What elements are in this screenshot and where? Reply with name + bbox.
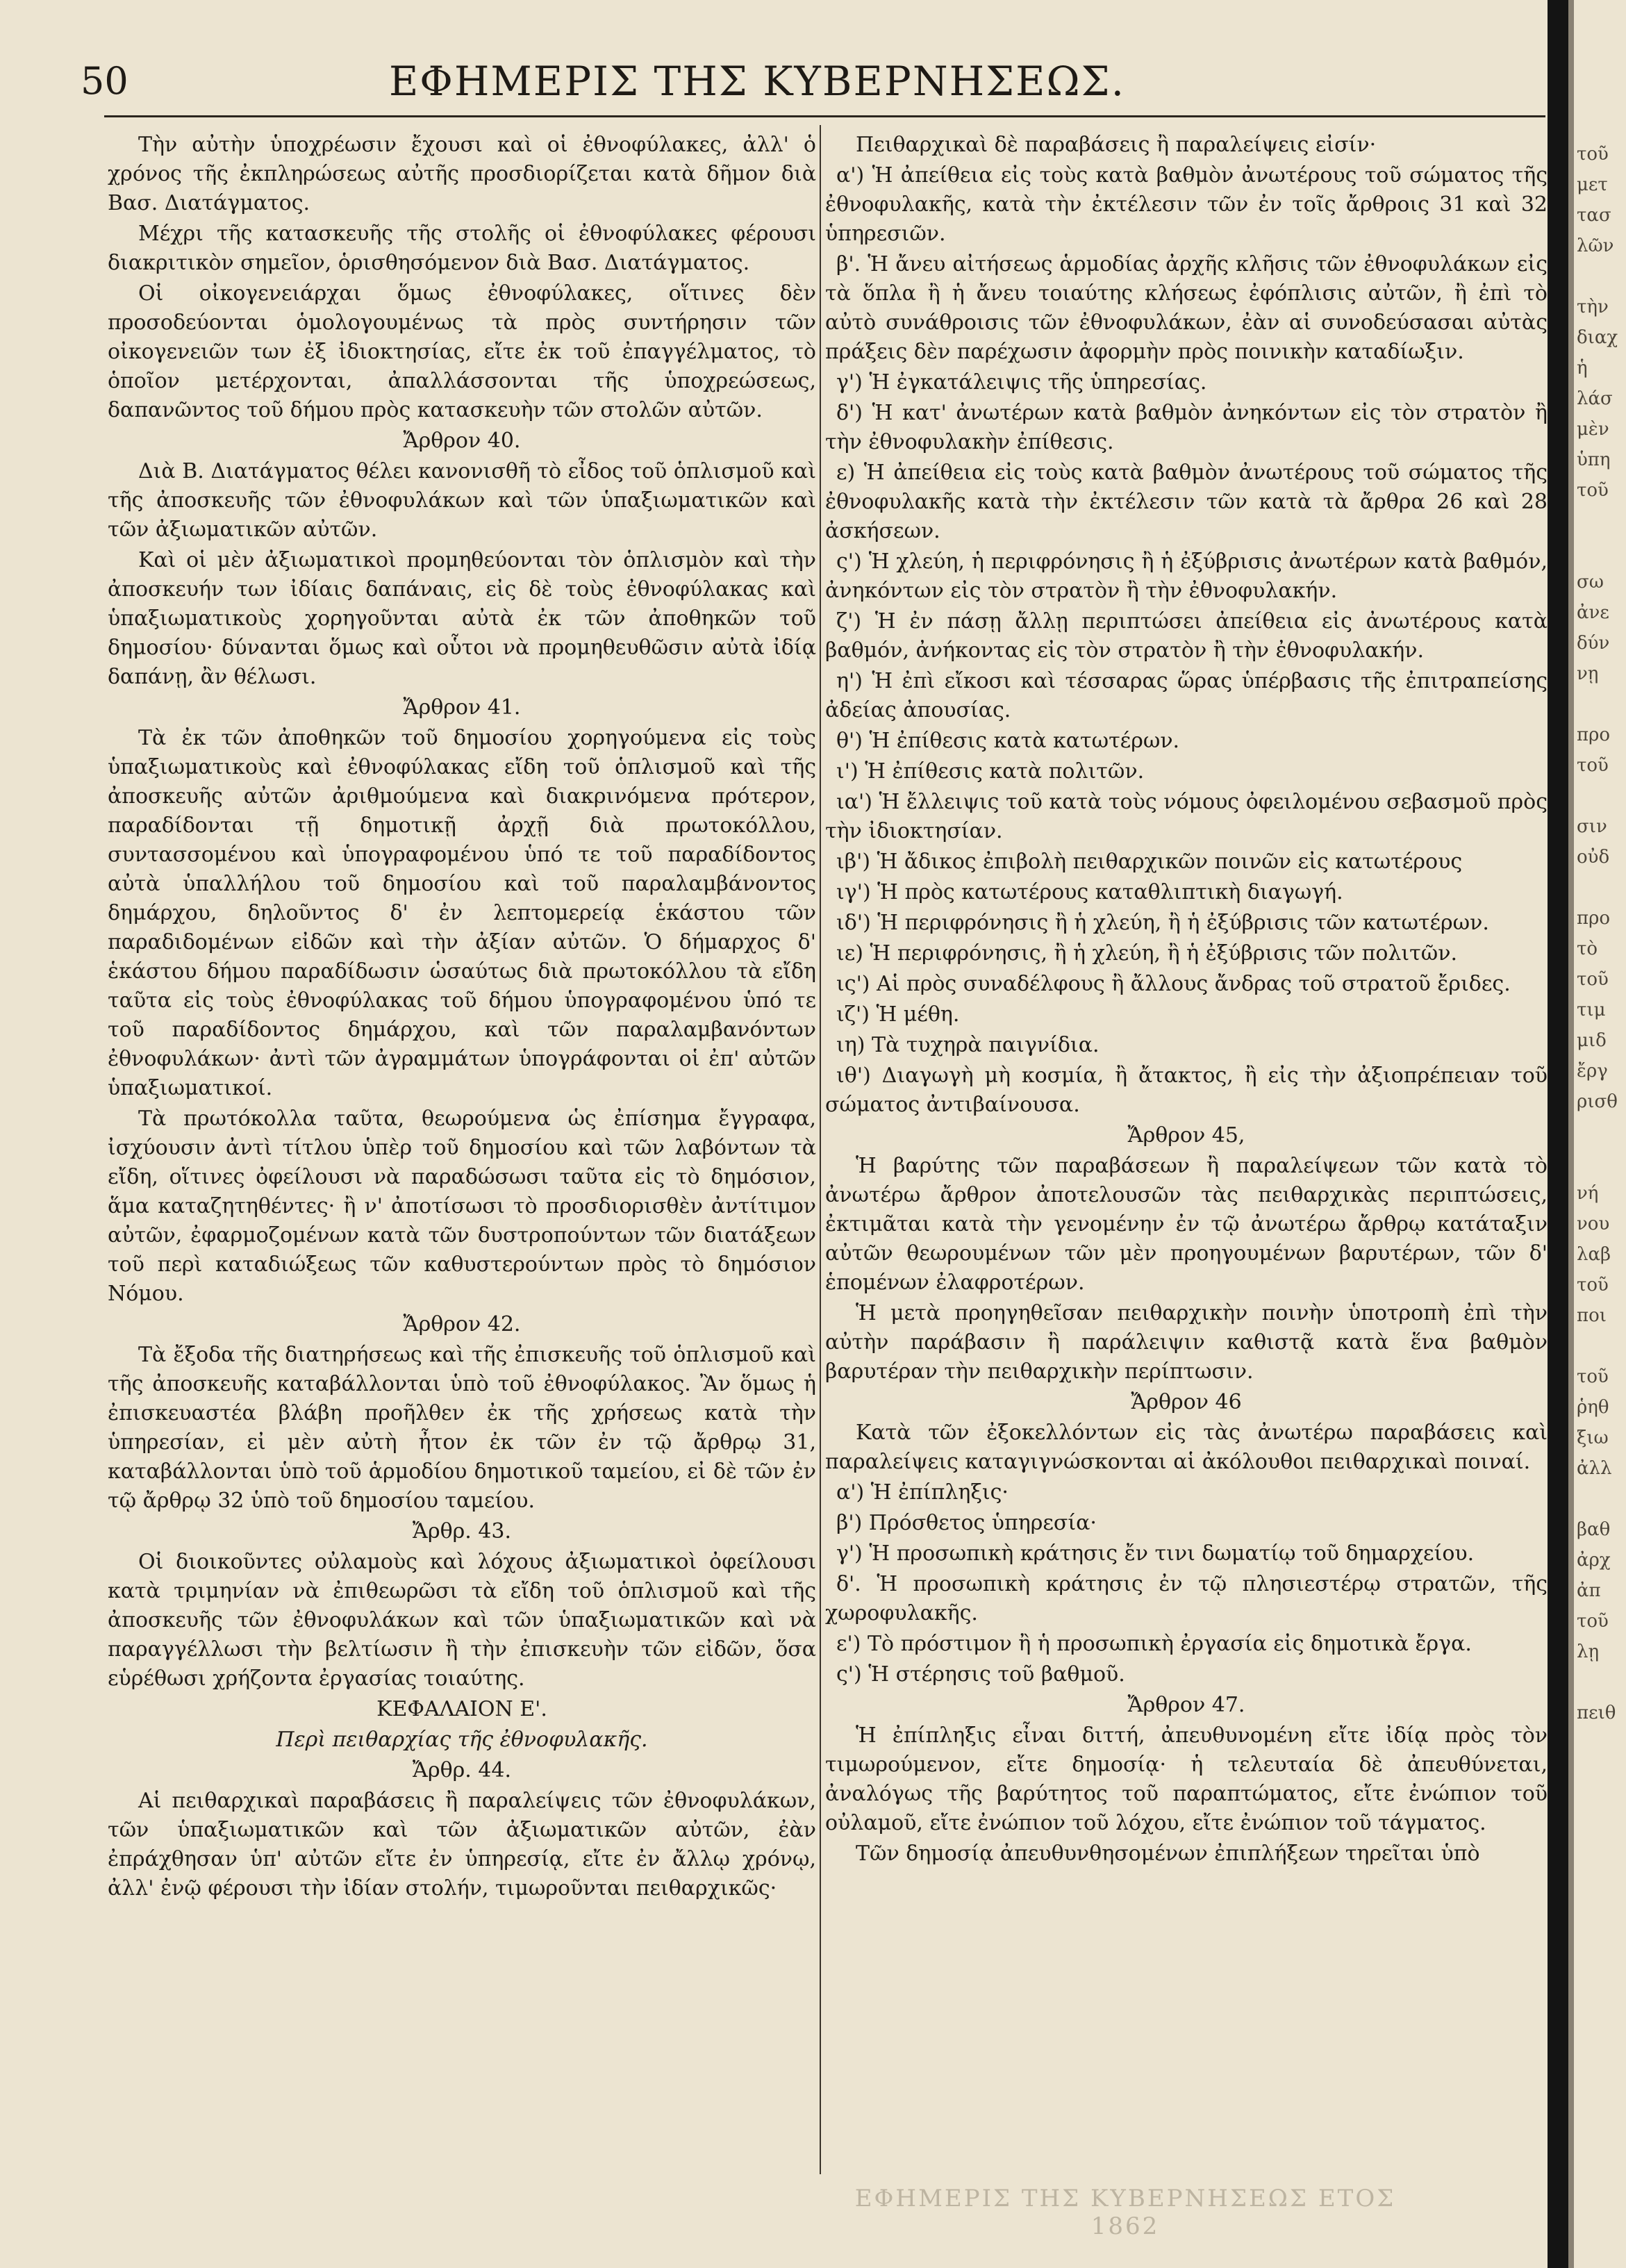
fragment-line	[1577, 1484, 1624, 1514]
paragraph: Πειθαρχικαὶ δὲ παραβάσεις ἢ παραλείψεις εἰσίν·	[856, 133, 1377, 157]
list-item: ε) Ἡ ἀπείθεια εἰς τοὺς κατὰ βαθμὸν ἀνωτέρους τοῦ σώματος τῆς ἐθνοφυλακῆς κατὰ τὴν ἐκτέλεσιν τῶν κατὰ τὰ ἄρθρα 26 καὶ 28 ἀσκήσεων.	[825, 461, 1548, 543]
fragment-line: δύν	[1577, 633, 1610, 654]
list-item: ις') Αἱ πρὸς συναδέλφους ἢ ἄλλους ἄνδρας τοῦ στρατοῦ ἔριδες.	[836, 972, 1511, 996]
fragment-line: ξιω	[1577, 1427, 1609, 1448]
list-item: ιε) Ἡ περιφρόνησις, ἢ ἡ χλεύη, ἢ ἡ ἐξύβρισις τῶν πολιτῶν.	[836, 941, 1457, 966]
fragment-line: νῃ	[1577, 663, 1599, 684]
right-column	[825, 131, 1548, 1870]
fragment-line: τιμ	[1577, 1000, 1606, 1020]
fragment-line: προ	[1577, 725, 1611, 745]
fragment-line: σω	[1577, 572, 1604, 593]
fragment-line: προ	[1577, 908, 1611, 929]
list-item: δ'. Ἡ προσωπικὴ κράτησις ἐν τῷ πλησιεστέρῳ στρατῶν, τῆς χωροφυλακῆς.	[825, 1572, 1548, 1625]
fragment-line: τοῦ	[1577, 480, 1609, 501]
list-item: ιδ') Ἡ περιφρόνησις ἢ ἡ χλεύη, ἢ ἡ ἐξύβρισις τῶν κατωτέρων.	[836, 911, 1489, 935]
list-item: α') Ἡ ἐπίπληξις·	[836, 1480, 1009, 1505]
list-item: ς') Ἡ χλεύη, ἡ περιφρόνησις ἢ ἡ ἐξύβρισις ἀνωτέρων κατὰ βαθμόν, ἀνηκόντων εἰς τὸν στρατὸν ἢ τὴν ἐθνοφυλακήν.	[825, 549, 1548, 603]
column-divider	[820, 125, 821, 2174]
fragment-line: οὐδ	[1577, 847, 1610, 868]
fragment-line: μιδ	[1577, 1030, 1607, 1051]
list-item: ιη) Τὰ τυχηρὰ παιγνίδια.	[836, 1033, 1100, 1057]
fragment-line: λῃ	[1577, 1641, 1600, 1662]
fragment-line: μὲν	[1577, 419, 1609, 440]
fragment-line: ἡ	[1577, 358, 1588, 379]
page-number: 50	[81, 59, 128, 103]
fragment-line: λαβ	[1577, 1244, 1611, 1265]
fragment-line: μετ	[1577, 174, 1608, 195]
fragment-line: λάσ	[1577, 388, 1613, 409]
paragraph: Ἡ μετὰ προηγηθεῖσαν πειθαρχικὴν ποινὴν ὑποτροπὴ ἐπὶ τὴν αὐτὴν παράβασιν ἢ παράλειψιν καθιστᾷ κατὰ ἕνα βαθμὸν βαρυτέραν τὴν πειθαρχικὴν περίπτωσιν.	[825, 1301, 1548, 1384]
paragraph: Τῶν δημοσίᾳ ἀπευθυνθησομένων ἐπιπλήξεων τηρεῖται ὑπὸ	[856, 1841, 1480, 1866]
chapter-subtitle: Περὶ πειθαρχίας τῆς ἐθνοφυλακῆς.	[276, 1728, 648, 1752]
fragment-line: τοῦ	[1577, 1275, 1609, 1296]
fragment-line	[1577, 261, 1624, 292]
paragraph: Οἱ οἰκογενειάρχαι ὅμως ἐθνοφύλακες, οἵτινες δὲν προσοδεύονται ὁμολογουμένως τὰ πρὸς συντήρησιν τῶν οἰκογενειῶν των ἐξ ἰδιοκτησίας, εἴτε ἐκ τοῦ ἐπαγγέλματος, τὸ ὁποῖον μετέρχονται, ἀπαλλάσσονται τῆς ὑποχρεώσεως, δαπανῶντος τοῦ δήμου πρὸς κατασκευὴν τῶν στολῶν αὐτῶν.	[108, 281, 816, 422]
fragment-line: τὸ	[1577, 938, 1598, 959]
list-item: β') Πρόσθετος ὑπηρεσία·	[836, 1511, 1097, 1535]
paragraph: Οἱ διοικοῦντες οὐλαμοὺς καὶ λόχους ἀξιωματικοὶ ὀφείλουσι κατὰ τριμηνίαν νὰ ἐπιθεωρῶσι τὰ εἴδη τοῦ ὁπλισμοῦ καὶ τῆς ἀποσκευῆς τῶν ἐθνοφυλάκων καὶ τῶν ὑπαξιωματικῶν καὶ νὰ παραγγέλλωσι τὴν βελτίωσιν ἢ τὴν ἐπισκευὴν τῶν εἰδῶν, ὅσα εὑρέθωσι χρήζοντα ἐργασίας τοιαύτης.	[108, 1550, 816, 1691]
list-item: ιγ') Ἡ πρὸς κατωτέρους καταθλιπτικὴ διαγωγή.	[836, 880, 1343, 904]
paragraph: Ἡ ἐπίπληξις εἶναι διττή, ἀπευθυνομένη εἴτε ἰδίᾳ πρὸς τὸν τιμωρούμενον, εἴτε δημοσίᾳ· ἡ τελευταία δὲ ἀπευθύνεται, ἀναλόγως τῆς βαρύτητος τοῦ παραπτώματος, εἴτε ἐνώπιον τοῦ οὐλαμοῦ, εἴτε ἐνώπιον τοῦ λόχου, εἴτε ἐνώπιον τοῦ τάγματος.	[825, 1723, 1548, 1835]
paragraph: Τὰ ἐκ τῶν ἀποθηκῶν τοῦ δημοσίου χορηγούμενα εἰς τοὺς ὑπαξιωματικοὺς καὶ ἐθνοφύλακας εἴδη τοῦ ὁπλισμοῦ καὶ τῆς ἀποσκευῆς αὐτῶν ἀριθμούμενα καὶ διακρινόμενα πρότερον, παραδίδονται τῇ δημοτικῇ ἀρχῇ διὰ πρωτοκόλλου, συντασσομένου καὶ ὑπογραφομένου ὑπό τε τοῦ παραδίδοντος αὐτὰ ὑπαλλήλου τοῦ δημοσίου καὶ τοῦ παραλαμβάνοντος δημάρχου, δηλοῦντος δ' ἐν λεπτομερείᾳ ἑκάστου τῶν παραδιδομένων εἰδῶν καὶ τὴν ἀξίαν αὐτῶν. Ὁ δήμαρχος δ' ἑκάστου δήμου παραδίδωσιν ὡσαύτως διὰ πρωτοκόλλου τὰ εἴδη ταῦτα εἰς τοὺς ἐθνοφύλακας τοῦ δήμου ὑπογραφομένου ὑπό τε τοῦ παραδίδοντος δημάρχου, καὶ τῶν παραλαμβανόντων ἐθνοφυλάκων· ἀντὶ τῶν ἀγραμμάτων ὑπογράφονται οἱ ἐπ' αὐτῶν ὑπαξιωματικοί.	[108, 726, 816, 1100]
fragment-line: τοῦ	[1577, 144, 1609, 165]
fragment-line: ρισθ	[1577, 1091, 1618, 1112]
list-item: ιζ') Ἡ μέθη.	[836, 1002, 960, 1027]
fragment-line: ἔργ	[1577, 1061, 1608, 1082]
fragment-line: νου	[1577, 1214, 1610, 1234]
fragment-line: διαχ	[1577, 327, 1618, 348]
page-header	[0, 54, 1626, 117]
spine-edge	[1568, 0, 1574, 2268]
fragment-line: τοῦ	[1577, 969, 1609, 990]
fragment-line	[1577, 1148, 1624, 1178]
list-item: β'. Ἡ ἄνευ αἰτήσεως ἁρμοδίας ἀρχῆς κλῆσις τῶν ἐθνοφυλάκων εἰς τὰ ὅπλα ἢ ἡ ἄνευ τοιαύτης κλήσεως ἐφόπλισις αὐτῶν, ἢ ἐπὶ τὸ αὐτὸ συνάθροισις τῶν ἐθνοφυλάκων, ἐὰν αἱ συνοδεύσασαι αὐτὰς πράξεις δὲν παρέχωσιν ἀφορμὴν πρὸς ποινικὴν καταδίωξιν.	[825, 252, 1548, 364]
journal-title: ΕΦΗΜΕΡΙΣ ΤΗΣ ΚΥΒΕΡΝΗΣΕΩΣ.	[388, 58, 1126, 105]
article-heading: Ἄρθρον 46	[1131, 1390, 1242, 1414]
list-item: ζ') Ἡ ἐν πάσῃ ἄλλῃ περιπτώσει ἀπείθεια εἰς ἀνωτέρους κατὰ βαθμόν, ἀνήκοντας εἰς τὸν στρατὸν ἢ τὴν ἐθνοφυλακήν.	[825, 609, 1548, 663]
fragment-line: νή	[1577, 1183, 1599, 1204]
list-item: δ') Ἡ κατ' ἀνωτέρων κατὰ βαθμὸν ἀνηκόντων εἰς τὸν στρατὸν ἢ τὴν ἐθνοφυλακὴν ἐπίθεσις.	[825, 401, 1548, 454]
footer-bleedthrough: ΕΦΗΜΕΡΙΣ ΤΗΣ ΚΥΒΕΡΝΗΣΕΩΣ ΕΤΟΣ 1862	[854, 2185, 1396, 2240]
fragment-line: ποι	[1577, 1305, 1607, 1326]
paragraph: Αἱ πειθαρχικαὶ παραβάσεις ἢ παραλείψεις τῶν ἐθνοφυλάκων, τῶν ὑπαξιωματικῶν καὶ τῶν ἀξιωματικῶν αὐτῶν, ἐὰν ἐπράχθησαν ὑπ' αὐτῶν εἴτε ἐν ὑπηρεσίᾳ, εἴτε ἐν ἄλλῳ χρόνῳ, ἀλλ' ἐνῷ φέρουσι τὴν ἰδίαν στολήν, τιμωροῦνται πειθαρχικῶς·	[108, 1789, 816, 1901]
list-item: ε') Τὸ πρόστιμον ἢ ἡ προσωπικὴ ἐργασία εἰς δημοτικὰ ἔργα.	[836, 1632, 1472, 1656]
paragraph: Καὶ οἱ μὲν ἀξιωματικοὶ προμηθεύονται τὸν ὁπλισμὸν καὶ τὴν ἀποσκευήν των ἰδίαις δαπάναις, εἰς δὲ τοὺς ἐθνοφύλακας καὶ ὑπαξιωματικοὺς χορηγοῦνται αὐτὰ ἐκ τῶν ἀποθηκῶν τοῦ δημοσίου· δύνανται ὅμως καὶ οὗτοι νὰ προμηθευθῶσιν αὐτὰ ἰδίᾳ δαπάνῃ, ἂν θέλωσι.	[108, 548, 816, 689]
list-item: ς') Ἡ στέρησις τοῦ βαθμοῦ.	[836, 1662, 1125, 1687]
paragraph: Τὰ πρωτόκολλα ταῦτα, θεωρούμενα ὡς ἐπίσημα ἔγγραφα, ἰσχύουσιν ἀντὶ τίτλου ὑπὲρ τοῦ δημοσίου καὶ τῶν λαβόντων τὰ εἴδη, οἵτινες ὀφείλουσι νὰ παραδώσωσι ταῦτα εἰς τὸ δημόσιον, ἅμα καταζητηθέντες· ἢ ν' ἀποτίσωσι τὸ προσδιορισθὲν ἀντίτιμον αὐτῶν, ἐφαρμοζομένων κατὰ τῶν δυστροπούντων τῶν διατάξεων τοῦ περὶ καταδιώξεως τῶν καθυστερούντων πρὸς τὸ δημόσιον Νόμου.	[108, 1107, 816, 1306]
fragment-line	[1577, 872, 1624, 903]
paragraph: Διὰ Β. Διατάγματος θέλει κανονισθῆ τὸ εἶδος τοῦ ὁπλισμοῦ καὶ τῆς ἀποσκευῆς τῶν ἐθνοφυλάκων καὶ τῶν ὑπαξιωματικῶν καὶ τῶν ἀξιωματικῶν αὐτῶν.	[108, 459, 816, 542]
list-item: γ') Ἡ προσωπικὴ κράτησις ἔν τινι δωματίῳ τοῦ δημαρχείου.	[836, 1541, 1475, 1566]
paragraph: Τὴν αὐτὴν ὑποχρέωσιν ἔχουσι καὶ οἱ ἐθνοφύλακες, ἀλλ' ὁ χρόνος τῆς ἐκπληρώσεως αὐτῆς προσδιορίζεται κατὰ δῆμον διὰ Βασ. Διατάγματος.	[108, 133, 816, 215]
fragment-line: ἀπ	[1577, 1580, 1601, 1601]
list-item: ιβ') Ἡ ἄδικος ἐπιβολὴ πειθαρχικῶν ποινῶν εἰς κατωτέρους	[836, 850, 1463, 874]
fragment-line: ἀρχ	[1577, 1550, 1611, 1571]
list-item: η') Ἡ ἐπὶ εἴκοσι καὶ τέσσαρας ὥρας ὑπέρβασις τῆς ἐπιτραπείσης ἀδείας ἀπουσίας.	[825, 669, 1548, 722]
paragraph: Τὰ ἔξοδα τῆς διατηρήσεως καὶ τῆς ἐπισκευῆς τοῦ ὁπλισμοῦ καὶ τῆς ἀποσκευῆς καταβάλλονται ὑπὸ τοῦ ἐθνοφύλακος. Ἂν ὅμως ἡ ἐπισκευαστέα βλάβη προῆλθεν ἐκ τῆς χρήσεως κατὰ τὴν ὑπηρεσίαν, εἰ μὲν αὐτὴ ἦτον ἐκ τῶν ἐν τῷ ἄρθρῳ 31, καταβάλλονται ὑπὸ τοῦ ἁρμοδίου δημοτικοῦ ταμείου, εἰ δὲ τῶν ἐν τῷ ἄρθρῳ 32 ὑπὸ τοῦ δημοσίου ταμείου.	[108, 1343, 816, 1513]
article-heading: Ἄρθρον 47.	[1127, 1693, 1245, 1717]
left-column	[108, 131, 816, 1905]
article-heading: Ἄρθρον 45,	[1127, 1123, 1245, 1148]
list-item: ι') Ἡ ἐπίθεσις κατὰ πολιτῶν.	[836, 759, 1145, 784]
fragment-line: τασ	[1577, 205, 1611, 226]
fragment-line: ὑπη	[1577, 449, 1611, 470]
article-heading: Ἄρθρον 41.	[403, 695, 521, 720]
fragment-line	[1577, 536, 1624, 567]
fragment-line	[1577, 1331, 1624, 1361]
book-spine	[1548, 0, 1568, 2268]
article-heading: ΚΕΦΑΛΑΙΟΝ Ε'.	[376, 1697, 547, 1721]
fragment-line: πειθ	[1577, 1703, 1616, 1723]
list-item: α') Ἡ ἀπείθεια εἰς τοὺς κατὰ βαθμὸν ἀνωτέρους τοῦ σώματος τῆς ἐθνοφυλακῆς, κατὰ τὴν ἐκτέλεσιν τῶν ἐν τοῖς ἄρθροις 31 καὶ 32 ὑπηρεσιῶν.	[825, 163, 1548, 246]
list-item: ιθ') Διαγωγὴ μὴ κοσμία, ἢ ἄτακτος, ἢ εἰς τὴν ἀξιοπρέπειαν τοῦ σώματος ἀντιβαίνουσα.	[825, 1063, 1548, 1117]
fragment-line: ῥηθ	[1577, 1397, 1609, 1418]
paragraph: Κατὰ τῶν ἐξοκελλόντων εἰς τὰς ἀνωτέρω παραβάσεις καὶ παραλείψεις καταγιγνώσκονται αἱ ἀκόλουθοι πειθαρχικαὶ ποιναί.	[825, 1421, 1548, 1474]
adjacent-page-fragment	[1577, 139, 1624, 1728]
article-heading: Ἄρθρον 40.	[403, 429, 521, 453]
fragment-line	[1577, 506, 1624, 536]
fragment-line: ἀλλ	[1577, 1458, 1612, 1479]
fragment-line: σιν	[1577, 816, 1607, 837]
fragment-line	[1577, 689, 1624, 720]
fragment-line: λῶν	[1577, 235, 1614, 256]
header-rule	[104, 115, 1545, 117]
paragraph: Μέχρι τῆς κατασκευῆς τῆς στολῆς οἱ ἐθνοφύλακες φέρουσι διακριτικὸν σημεῖον, ὁρισθησόμενον διὰ Βασ. Διατάγματος.	[108, 222, 816, 275]
article-heading: Ἄρθρον 42.	[403, 1312, 521, 1336]
list-item: θ') Ἡ ἐπίθεσις κατὰ κατωτέρων.	[836, 729, 1180, 753]
fragment-line: βαθ	[1577, 1519, 1611, 1540]
fragment-line: τὴν	[1577, 297, 1609, 317]
fragment-line: τοῦ	[1577, 1611, 1609, 1632]
article-heading: Ἄρθρ. 43.	[412, 1519, 512, 1543]
article-heading: Ἄρθρ. 44.	[412, 1758, 512, 1782]
fragment-line	[1577, 781, 1624, 811]
fragment-line: τοῦ	[1577, 1366, 1609, 1387]
fragment-line	[1577, 1667, 1624, 1698]
list-item: ια') Ἡ ἔλλειψις τοῦ κατὰ τοὺς νόμους ὀφειλομένου σεβασμοῦ πρὸς τὴν ἰδιοκτησίαν.	[825, 790, 1548, 843]
fragment-line	[1577, 1117, 1624, 1148]
list-item: γ') Ἡ ἐγκατάλειψις τῆς ὑπηρεσίας.	[836, 370, 1207, 395]
fragment-line: ἀνε	[1577, 602, 1609, 623]
fragment-line: τοῦ	[1577, 755, 1609, 776]
paragraph: Ἡ βαρύτης τῶν παραβάσεων ἢ παραλείψεων τῶν κατὰ τὸ ἀνωτέρω ἄρθρον ἀποτελουσῶν τὰς πειθαρχικὰς περιπτώσεις, ἐκτιμᾶται κατὰ τὴν γενομένην ἐν τῷ ἀνωτέρω ἄρθρῳ κατάταξιν αὐτῶν θεωρουμένων τῶν μὲν προηγουμένων βαρυτέρων, τῶν δ' ἑπομένων ἐλαφροτέρων.	[825, 1154, 1548, 1295]
